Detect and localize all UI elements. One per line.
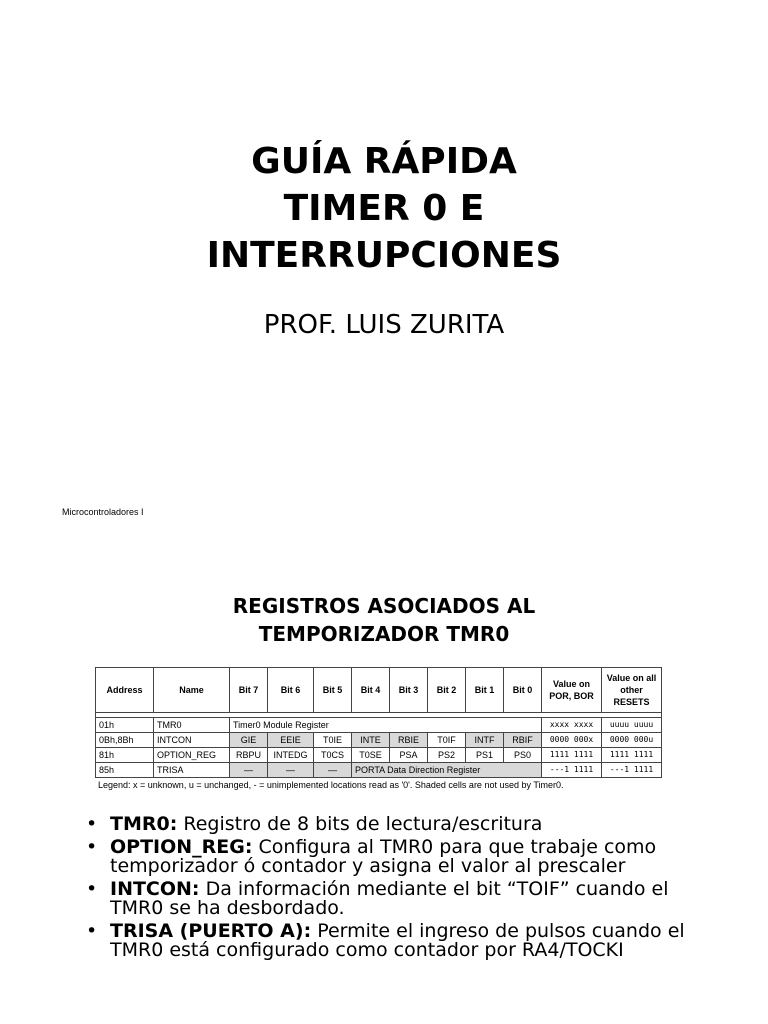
main-title-line-2: TIMER 0 E [283,188,485,229]
bit-cell: PS0 [504,748,542,763]
column-header: Bit 0 [504,668,542,713]
name-cell: INTCON [154,733,230,748]
column-header: Bit 3 [390,668,428,713]
bit-cell: — [230,763,268,778]
bit-cell: RBPU [230,748,268,763]
column-header: Bit 5 [314,668,352,713]
column-header: Name [154,668,230,713]
table-row [96,763,662,778]
column-header: Bit 6 [268,668,314,713]
bit-cell: GIE [230,733,268,748]
table-row [96,718,662,733]
table-row [96,733,662,748]
table-legend: Legend: x = unknown, u = unchanged, - = unimplemented locations read as '0'. Shaded cells are not used by Timer0. [98,780,564,790]
bit-cell: — [268,763,314,778]
column-header: Bit 7 [230,668,268,713]
por-value-cell: 1111 1111 [542,748,602,763]
registers-title-line-1: REGISTROS ASOCIADOS AL [232,594,536,618]
bit-cell: PS1 [466,748,504,763]
bit-cell: RBIE [390,733,428,748]
other-value-cell: ---1 1111 [602,763,662,778]
register-table [95,667,662,778]
bit-cell: INTEDG [268,748,314,763]
list-item [86,838,726,876]
bullet-term: TMR0: [110,813,178,835]
main-title-line-3: INTERRUPCIONES [206,235,562,276]
bullet-text: Permite el ingreso de pulsos cuando el TMR0 está configurado como contador por RA4/TOCKI [110,920,685,961]
column-header: Address [96,668,154,713]
table-header-row [96,668,662,713]
registers-title [0,592,768,648]
bullet-icon: • [86,878,98,900]
list-item [86,815,726,834]
list-item [86,922,726,960]
bullet-text: Configura al TMR0 para que trabaje como temporizador ó contador y asigna el valor al prescaler [110,836,657,877]
por-value-cell: xxxx xxxx [542,718,602,733]
address-cell: 81h [96,748,154,763]
bit-cell: T0IE [314,733,352,748]
bullet-term: TRISA (PUERTO A): [110,920,312,942]
registers-title-line-2: TEMPORIZADOR TMR0 [258,622,510,646]
column-header: Bit 1 [466,668,504,713]
bullet-list [86,815,726,964]
bit-cell: T0SE [352,748,390,763]
bit-cell: T0CS [314,748,352,763]
bit-cell: INTE [352,733,390,748]
column-header: Bit 2 [428,668,466,713]
other-value-cell: 1111 1111 [602,748,662,763]
span-cell: PORTA Data Direction Register [352,763,542,778]
span-cell: Timer0 Module Register [230,718,542,733]
name-cell: TMR0 [154,718,230,733]
bullet-term: OPTION_REG: [110,836,253,858]
bit-cell: INTF [466,733,504,748]
bullet-text: Registro de 8 bits de lectura/escritura [177,813,543,835]
name-cell: OPTION_REG [154,748,230,763]
bullet-icon: • [86,920,98,942]
author-subtitle: PROF. LUIS ZURITA [263,310,505,340]
bullet-icon: • [86,813,98,835]
bit-cell: EEIE [268,733,314,748]
other-value-cell: 0000 000u [602,733,662,748]
course-footer: Microcontroladores I [62,507,144,517]
bit-cell: PS2 [428,748,466,763]
bit-cell: PSA [390,748,428,763]
other-value-cell: uuuu uuuu [602,718,662,733]
name-cell: TRISA [154,763,230,778]
por-value-cell: ---1 1111 [542,763,602,778]
address-cell: 85h [96,763,154,778]
bullet-icon: • [86,836,98,858]
bullet-term: INTCON: [110,878,200,900]
list-item [86,880,726,918]
bit-cell: T0IF [428,733,466,748]
column-header: Value on all other RESETS [602,668,662,713]
main-title-line-1: GUÍA RÁPIDA [251,141,517,182]
main-title [0,138,768,279]
column-header: Bit 4 [352,668,390,713]
bit-cell: RBIF [504,733,542,748]
bit-cell: — [314,763,352,778]
address-cell: 01h [96,718,154,733]
table-row [96,748,662,763]
address-cell: 0Bh,8Bh [96,733,154,748]
bullet-text: Da información mediante el bit “TOIF” cuando el TMR0 se ha desbordado. [110,878,669,919]
por-value-cell: 0000 000x [542,733,602,748]
column-header: Value on POR, BOR [542,668,602,713]
